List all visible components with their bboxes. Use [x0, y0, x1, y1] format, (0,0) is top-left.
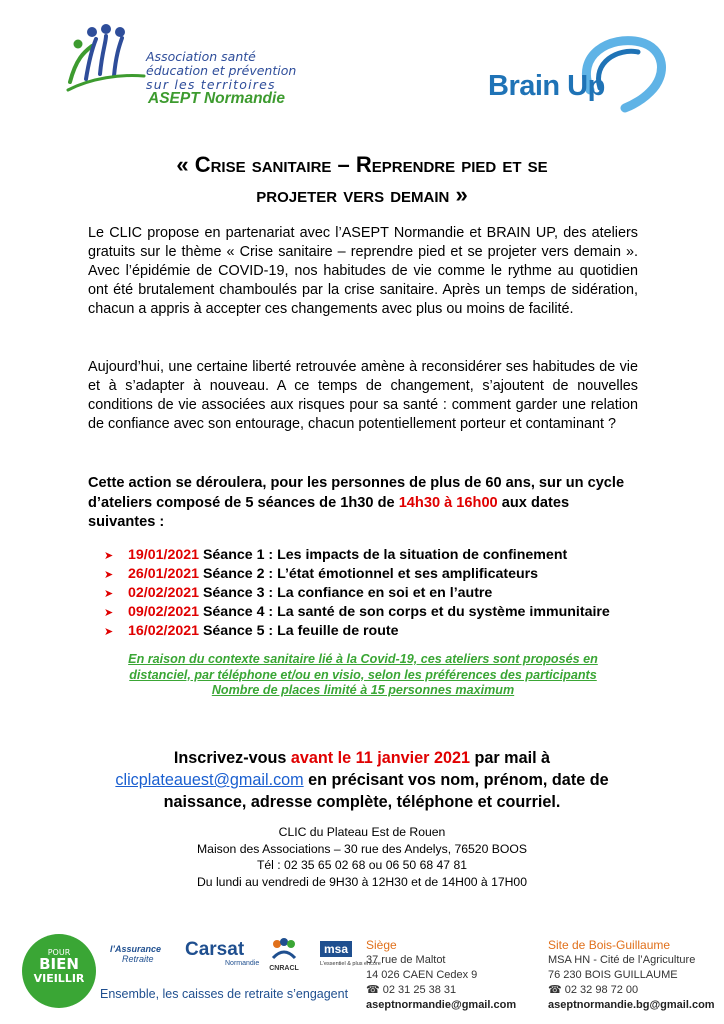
logo-carsat-sub: Normandie	[225, 960, 260, 967]
contact-phone: Tél : 02 35 65 02 68 ou 06 50 68 47 81	[256, 858, 468, 872]
notice-line2: distanciel, par téléphone et/ou en visio, selon les préférences des participants	[129, 667, 597, 682]
siege-heading: Siège	[366, 938, 397, 952]
siege-email[interactable]: aseptnormandie@gmail.com	[366, 999, 517, 1011]
contact-address: Maison des Associations – 30 rue des Andelys, 76520 BOOS	[197, 841, 527, 856]
logo-retraite: Retraite	[122, 954, 154, 964]
notice-line3: Nombre de places limité à 15 personnes maximum	[211, 683, 515, 697]
session-label: Séance 3 : La confiance en soi et en l’autre	[199, 585, 493, 601]
list-item	[104, 546, 610, 565]
arrow-bullet-icon: ➤	[104, 569, 114, 581]
covid-notice	[88, 652, 638, 699]
asept-line1: Association santé	[146, 49, 256, 64]
list-item	[104, 622, 610, 641]
siege-phone: 02 31 25 38 31	[382, 984, 457, 996]
arrow-bullet-icon: ➤	[104, 626, 114, 638]
action-paragraph	[88, 474, 638, 533]
arrow-bullet-icon: ➤	[104, 607, 114, 619]
list-item	[104, 584, 610, 603]
arrow-bullet-icon: ➤	[104, 588, 114, 600]
asept-logo-name: ASEPT Normandie	[148, 90, 285, 107]
session-date: 26/01/2021	[128, 566, 200, 582]
session-label: Séance 5 : La feuille de route	[199, 623, 399, 639]
site-phone: 02 32 98 72 00	[564, 984, 639, 996]
carsat-logo	[185, 940, 259, 967]
bien-vieillir-logo	[22, 934, 96, 1008]
siege-phone-row	[366, 983, 516, 998]
session-date: 09/02/2021	[128, 604, 200, 620]
logo-assurance: l’Assurance	[110, 944, 162, 954]
asept-logo	[66, 24, 146, 94]
session-date: 02/02/2021	[128, 585, 200, 601]
action-text-2: aux dates suivantes :	[88, 494, 570, 530]
intro-paragraph: Le CLIC propose en partenariat avec l’ASEPT Normandie et BRAIN UP, des ateliers gratuits sur le thème « Crise sanitaire – reprendre pied et se projeter vers demain ». Avec l’épidémie de COVID-19, nos habitudes de vie comme le rythme au quotidien ont été brutalement chamboulés par la crise sanitaire. Après un temps de sidération, chacun a appris à accepter ces changements avec plus ou moins de facilité.	[88, 225, 638, 317]
bien-vieillir-vieillir: VIEILLIR	[33, 972, 85, 985]
list-item	[104, 603, 610, 622]
asept-figures-icon	[66, 24, 146, 94]
site-street: MSA HN - Cité de l’Agriculture	[548, 954, 696, 966]
site-email[interactable]: aseptnormandie.bg@gmail.com	[548, 999, 715, 1011]
registration-deadline: avant le 11 janvier 2021	[290, 749, 470, 767]
action-text-1: Cette action se déroulera, pour les personnes de plus de 60 ans, sur un cycle d’ateliers composé de 5 séances de 1h30 de	[88, 475, 625, 511]
email-link[interactable]: clicplateauest@gmail.com	[115, 771, 304, 789]
footer-tagline: Ensemble, les caisses de retraite s’engagent	[100, 987, 349, 1001]
contact-hours: Du lundi au vendredi de 9H30 à 12H30 et de 14H00 à 17H00	[197, 874, 527, 889]
registration-text-2: par mail à	[469, 749, 551, 767]
action-time: 14h30 à 16h00	[398, 494, 498, 511]
siege-contact	[366, 938, 516, 1013]
list-item	[104, 565, 610, 584]
logo-cnracl: CNRACL	[269, 965, 299, 972]
cnracl-logo	[268, 938, 300, 972]
siege-street: 37 rue de Maltot	[366, 954, 446, 966]
title-line2: projeter vers demain »	[256, 182, 468, 207]
logo-msa: msa	[320, 941, 352, 957]
session-label: Séance 1 : Les impacts de la situation de confinement	[199, 547, 568, 563]
arrow-bullet-icon: ➤	[104, 550, 114, 562]
cnracl-figures-icon	[269, 938, 299, 960]
site-heading: Site de Bois-Guillaume	[548, 938, 671, 952]
title-line1: « Crise sanitaire – Reprendre pied et se	[176, 152, 548, 177]
assurance-retraite-logo	[110, 944, 161, 964]
page-title	[80, 150, 644, 210]
brainup-logo-text: Brain Up	[488, 70, 605, 102]
context-paragraph: Aujourd’hui, une certaine liberté retrouvée amène à reconsidérer ses habitudes de vie et à s’adapter à nouveau. A ce temps de changement, s’ajoutent de nouvelles conditions de vie associées aux risques pour sa santé : comment garder une relation de confiance avec son entourage, chacun potentiellement porteur et contaminant ?	[88, 359, 638, 432]
session-label: Séance 4 : La santé de son corps et du système immunitaire	[199, 604, 610, 620]
registration-text-1: Inscrivez-vous	[173, 749, 291, 767]
siege-city: 14 026 CAEN Cedex 9	[366, 969, 478, 981]
phone-icon: ☎	[366, 984, 380, 996]
site-contact	[548, 938, 715, 1013]
site-phone-row	[548, 983, 715, 998]
contact-name: CLIC du Plateau Est de Rouen	[278, 825, 446, 839]
registration-text-3: en précisant vos nom, prénom, date de naissance, adresse complète, téléphone et courriel.	[163, 771, 609, 811]
session-list	[104, 546, 610, 641]
session-label: Séance 2 : L’état émotionnel et ses amplificateurs	[199, 566, 539, 582]
bien-vieillir-bien: BIEN	[39, 955, 79, 973]
bien-vieillir-pour: POUR	[47, 948, 71, 957]
notice-line1: En raison du contexte sanitaire lié à la Covid-19, ces ateliers sont proposés en	[128, 652, 598, 666]
contact-block	[80, 824, 644, 890]
logo-msa-tag: L’essentiel & plus encore	[320, 961, 381, 967]
registration-block	[80, 747, 644, 813]
session-date: 19/01/2021	[128, 547, 200, 563]
logo-carsat: Carsat	[185, 939, 245, 960]
session-date: 16/02/2021	[128, 623, 200, 639]
asept-line3: sur les territoires	[146, 77, 276, 92]
asept-logo-text	[146, 50, 296, 92]
asept-line2: éducation et prévention	[146, 63, 297, 78]
site-city: 76 230 BOIS GUILLAUME	[548, 969, 678, 981]
phone-icon: ☎	[548, 984, 562, 996]
